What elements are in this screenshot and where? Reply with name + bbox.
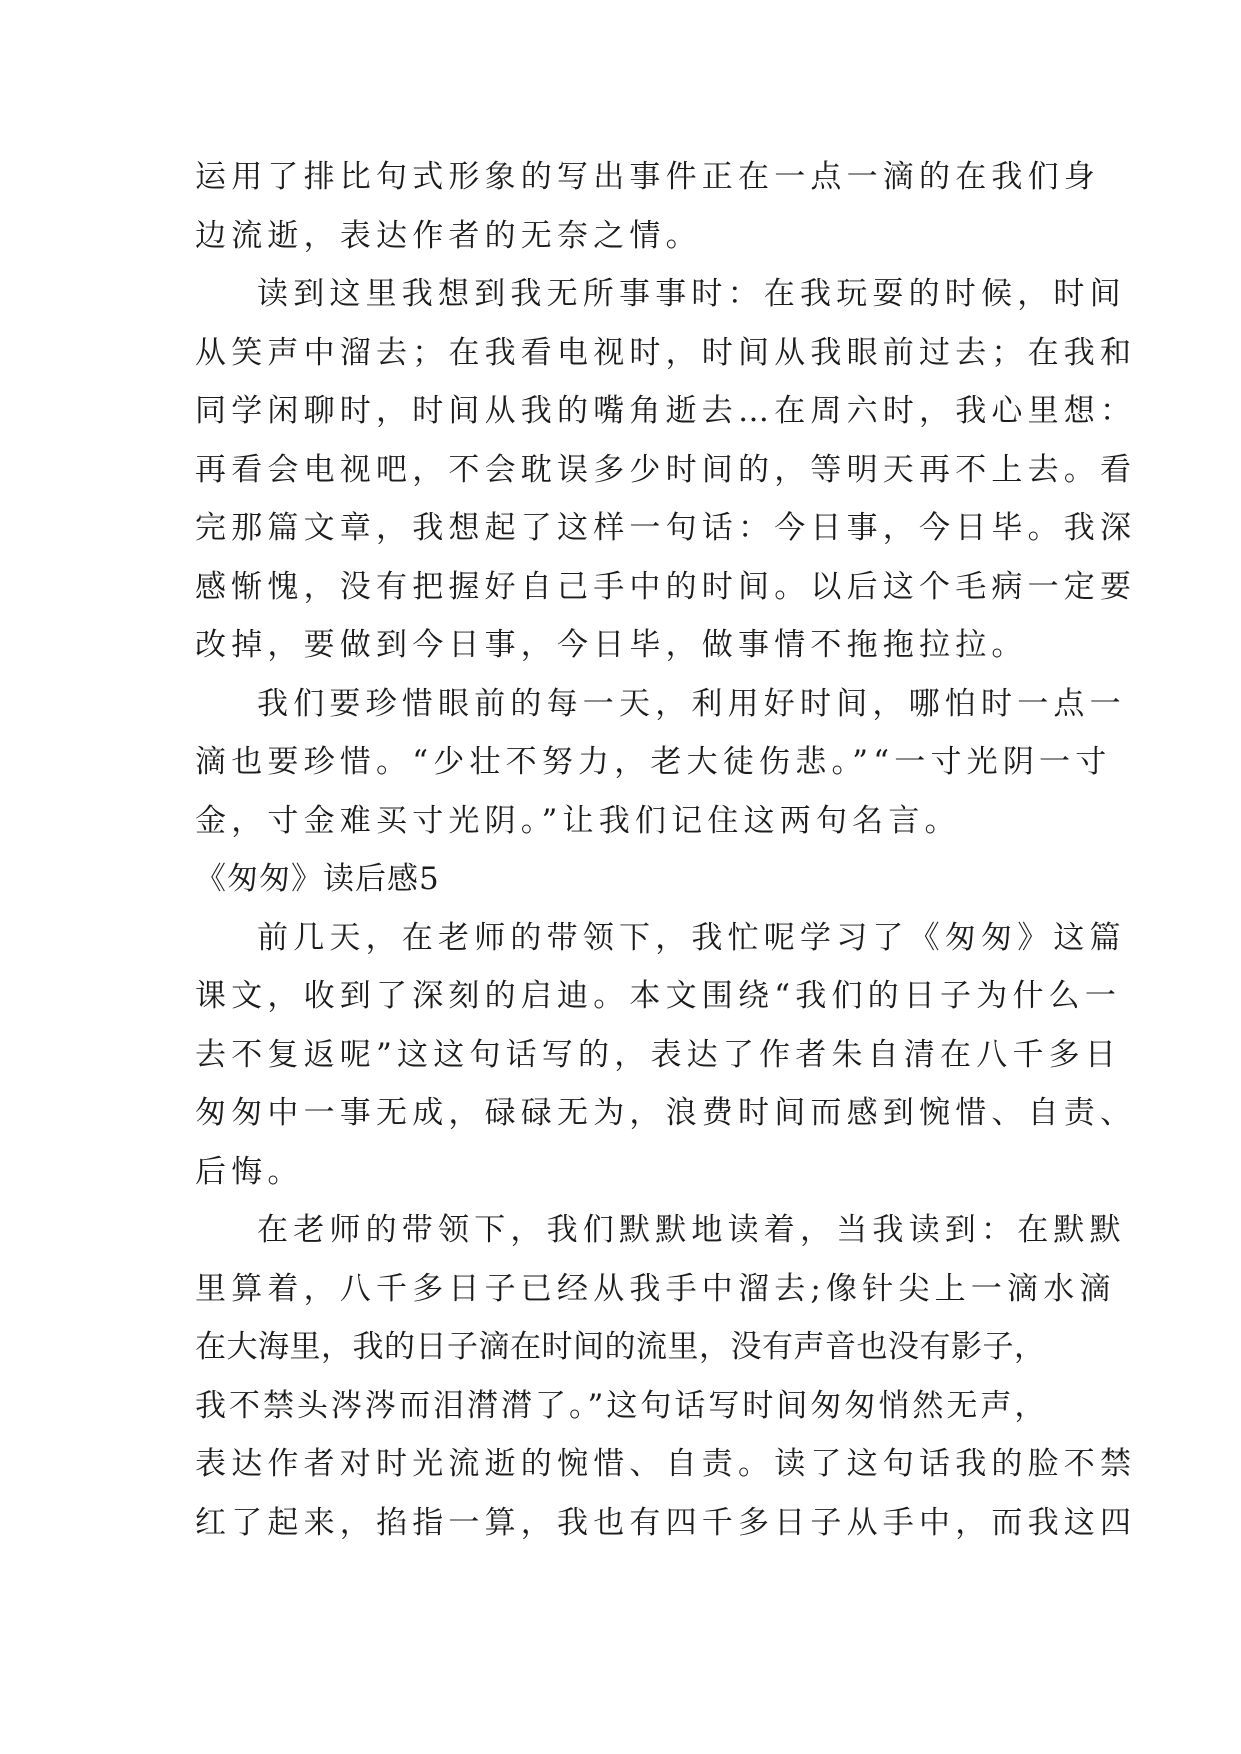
text-line: 改掉，要做到今日事，今日毕，做事情不拖拖拉拉。 — [195, 627, 1028, 663]
paragraph-5 — [195, 1201, 1137, 1552]
text-line: 我不禁头涔涔而泪潸潸了。”这句话写时间匆匆悄然无声， — [195, 1387, 1049, 1424]
document-page — [195, 148, 1137, 1552]
text-line: 里算着，八千多日子已经从我手中溜去;像针尖上一滴水滴 — [195, 1270, 1116, 1307]
paragraph-2 — [195, 265, 1137, 675]
text-line: 从笑声中溜去；在我看电视时，时间从我眼前过去；在我和 — [195, 334, 1137, 371]
text-line: 完那篇文章，我想起了这样一句话：今日事，今日毕。我深 — [195, 510, 1137, 546]
section-heading — [195, 850, 1075, 909]
text-line: 匆匆中一事无成，碌碌无为，浪费时间而感到惋惜、自责、 — [195, 1095, 1137, 1131]
text-line: 去不复返呢”这这句话写的，表达了作者朱自清在八千多日 — [195, 1036, 1122, 1073]
text-line: 红了起来，掐指一算，我也有四千多日子从手中，而我这四 — [195, 1504, 1137, 1541]
text-line: 边流逝，表达作者的无奈之情。 — [195, 217, 702, 254]
paragraph-1 — [195, 148, 1100, 265]
text-line: 在大海里，我的日子滴在时间的流里，没有声音也没有影子， — [195, 1329, 1046, 1365]
heading-text: 《匆匆》读后感5 — [195, 861, 440, 897]
text-line: 运用了排比句式形象的写出事件正在一点一滴的在我们身 — [195, 159, 1100, 195]
text-line: 读到这里我想到我无所事事时：在我玩耍的时候，时间 — [257, 276, 1126, 312]
paragraph-4 — [195, 909, 1137, 1202]
text-line: 感惭愧，没有把握好自己手中的时间。以后这个毛病一定要 — [195, 568, 1137, 605]
text-line: 前几天，在老师的带领下，我忙呢学习了《匆匆》这篇 — [257, 919, 1126, 956]
text-line: 滴也要珍惜。“少壮不努力，老大徒伤悲。”“一寸光阴一寸 — [195, 744, 1112, 780]
text-line: 课文，收到了深刻的启迪。本文围绕“我们的日子为什么一 — [195, 978, 1122, 1014]
text-line: 同学闲聊时，时间从我的嘴角逝去…在周六时，我心里想： — [195, 393, 1137, 429]
text-line: 金，寸金难买寸光阴。”让我们记住这两句名言。 — [195, 802, 961, 839]
text-line: 在老师的带领下，我们默默地读着，当我读到：在默默 — [257, 1212, 1126, 1248]
text-line: 我们要珍惜眼前的每一天，利用好时间，哪怕时一点一 — [257, 685, 1126, 722]
paragraph-3 — [195, 675, 1126, 851]
text-line: 表达作者对时光流逝的惋惜、自责。读了这句话我的脸不禁 — [195, 1446, 1137, 1482]
text-line: 后悔。 — [195, 1153, 304, 1190]
text-line: 再看会电视吧，不会耽误多少时间的，等明天再不上去。看 — [195, 451, 1137, 488]
